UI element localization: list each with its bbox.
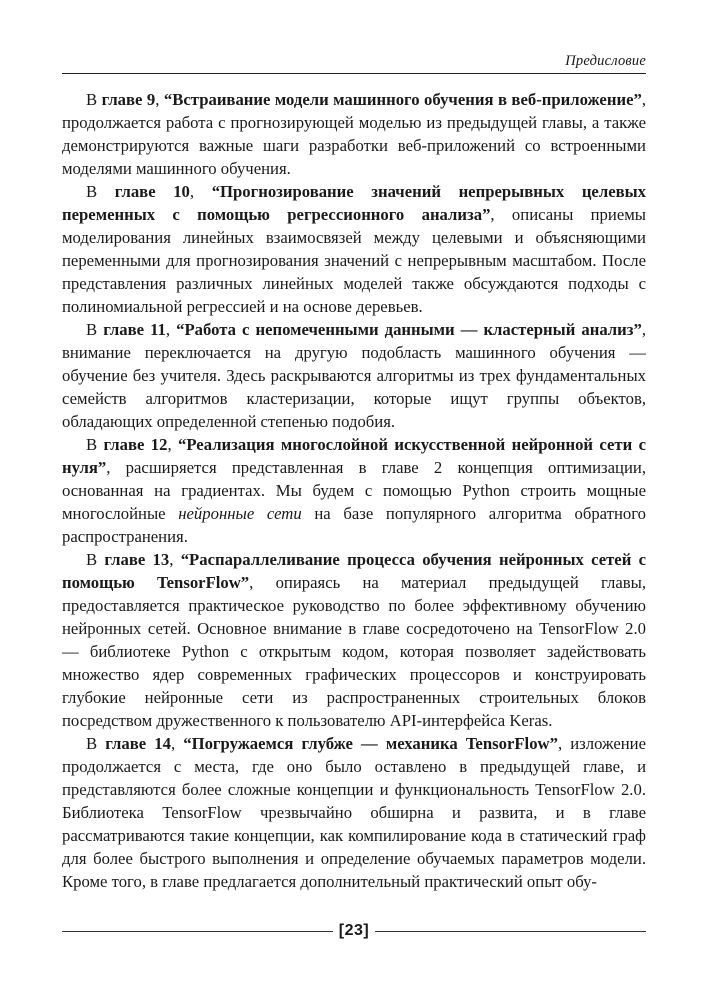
body-text: на базе популярного алгоритма обратного распространения. (62, 504, 646, 546)
bold-text: “Реализация многослойной искусственной нейронной сети с нуля” (62, 435, 647, 477)
body-text: , опираясь на материал предыдущей главы, предоставляется практическое руководство по более эффективному обучению нейронных сетей. Основное внимание в главе сосредоточено на TensorFlow 2.0 — библиотеке Python с открытым кодом, которая позволяет задействовать множество ядер современных графических процессоров и конструировать глубокие нейронные сети из распространенных строительных блоков посредством дружественного к пользователю API-интерфейса Keras. (62, 573, 647, 730)
bold-text: главе 13 (104, 550, 170, 569)
page-number: [23] (338, 922, 370, 939)
bold-text: главе 9 (101, 90, 156, 109)
body-text: , (155, 90, 164, 109)
paragraph-chapter-10 (62, 180, 646, 318)
bold-text: “Погружаемся глубже — механика TensorFlow” (183, 734, 558, 753)
paragraph-chapter-14 (62, 732, 646, 893)
body-text: , внимание переключается на другую подобласть машинного обучения — обучение без учителя. Здесь раскрываются алгоритмы из трех фундаментальных семейств алгоритмов кластеризации, которые ищут группы объектов, обладающих определенной степенью подобия. (62, 320, 647, 431)
body-text: , (169, 550, 181, 569)
body-text: , (189, 182, 212, 201)
body-text: , (165, 320, 177, 339)
body-text: , (170, 734, 184, 753)
body-text: В (86, 550, 105, 569)
bold-text: главе 14 (105, 734, 171, 753)
bold-text: главе 12 (103, 435, 168, 454)
footer-divider-left (62, 931, 333, 932)
body-text: , расширяется представленная в главе 2 концепция оптимизации, основанная на градиентах. Мы будем с помощью Python строить мощные многослойные (62, 458, 646, 523)
bold-text: “Распараллеливание процесса обучения нейронных сетей с помощью TensorFlow” (62, 550, 647, 592)
bold-text: “Работа с непомеченными данными — кластерный анализ” (176, 320, 642, 339)
body-text: В (86, 320, 104, 339)
bold-text: главе 11 (103, 320, 166, 339)
bold-text: главе 10 (114, 182, 190, 201)
body-text: , (167, 435, 178, 454)
running-header: Предисловие (565, 53, 646, 69)
body-text: В (86, 182, 115, 201)
body-text: , изложение продолжается с места, где оно было оставлено в предыдущей главе, и представляются более сложные концепции и функциональность TensorFlow 2.0. Библиотека TensorFlow чрезвычайно обширна и развита, и в главе рассматриваются такие концепции, как компилирование кода в статический граф для более быстрого выполнения и определение обучаемых параметров модели. Кроме того, в главе предлагается дополнительный практический опыт обу- (62, 734, 647, 891)
paragraph-chapter-11 (62, 318, 646, 433)
body-text: В (86, 90, 102, 109)
page-body (62, 88, 646, 893)
footer-divider-right (375, 931, 646, 932)
bold-text: “Встраивание модели машинного обучения в веб-приложение” (163, 90, 642, 109)
body-text: В (86, 435, 104, 454)
paragraph-chapter-12 (62, 433, 646, 548)
paragraph-chapter-13 (62, 548, 646, 732)
body-text: , описаны приемы моделирования линейных взаимосвязей между целевыми и объясняющими переменными для прогнозирования значений с непрерывным масштабом. После представления различных линейных моделей также обсуждаются подходы с полиномиальной регрессией и на основе деревьев. (62, 205, 646, 316)
header-divider (62, 73, 646, 74)
paragraph-chapter-9 (62, 88, 646, 180)
page-footer (62, 920, 646, 942)
bold-text: “Прогнозирование значений непрерывных целевых переменных с помощью регрессионного анализа” (62, 182, 646, 224)
body-text: , продолжается работа с прогнозирующей моделью из предыдущей главы, а также демонстрируются важные шаги разработки веб-приложений со встроенными моделями машинного обучения. (62, 90, 646, 178)
body-text: В (86, 734, 106, 753)
italic-text: нейронные сети (178, 504, 302, 523)
